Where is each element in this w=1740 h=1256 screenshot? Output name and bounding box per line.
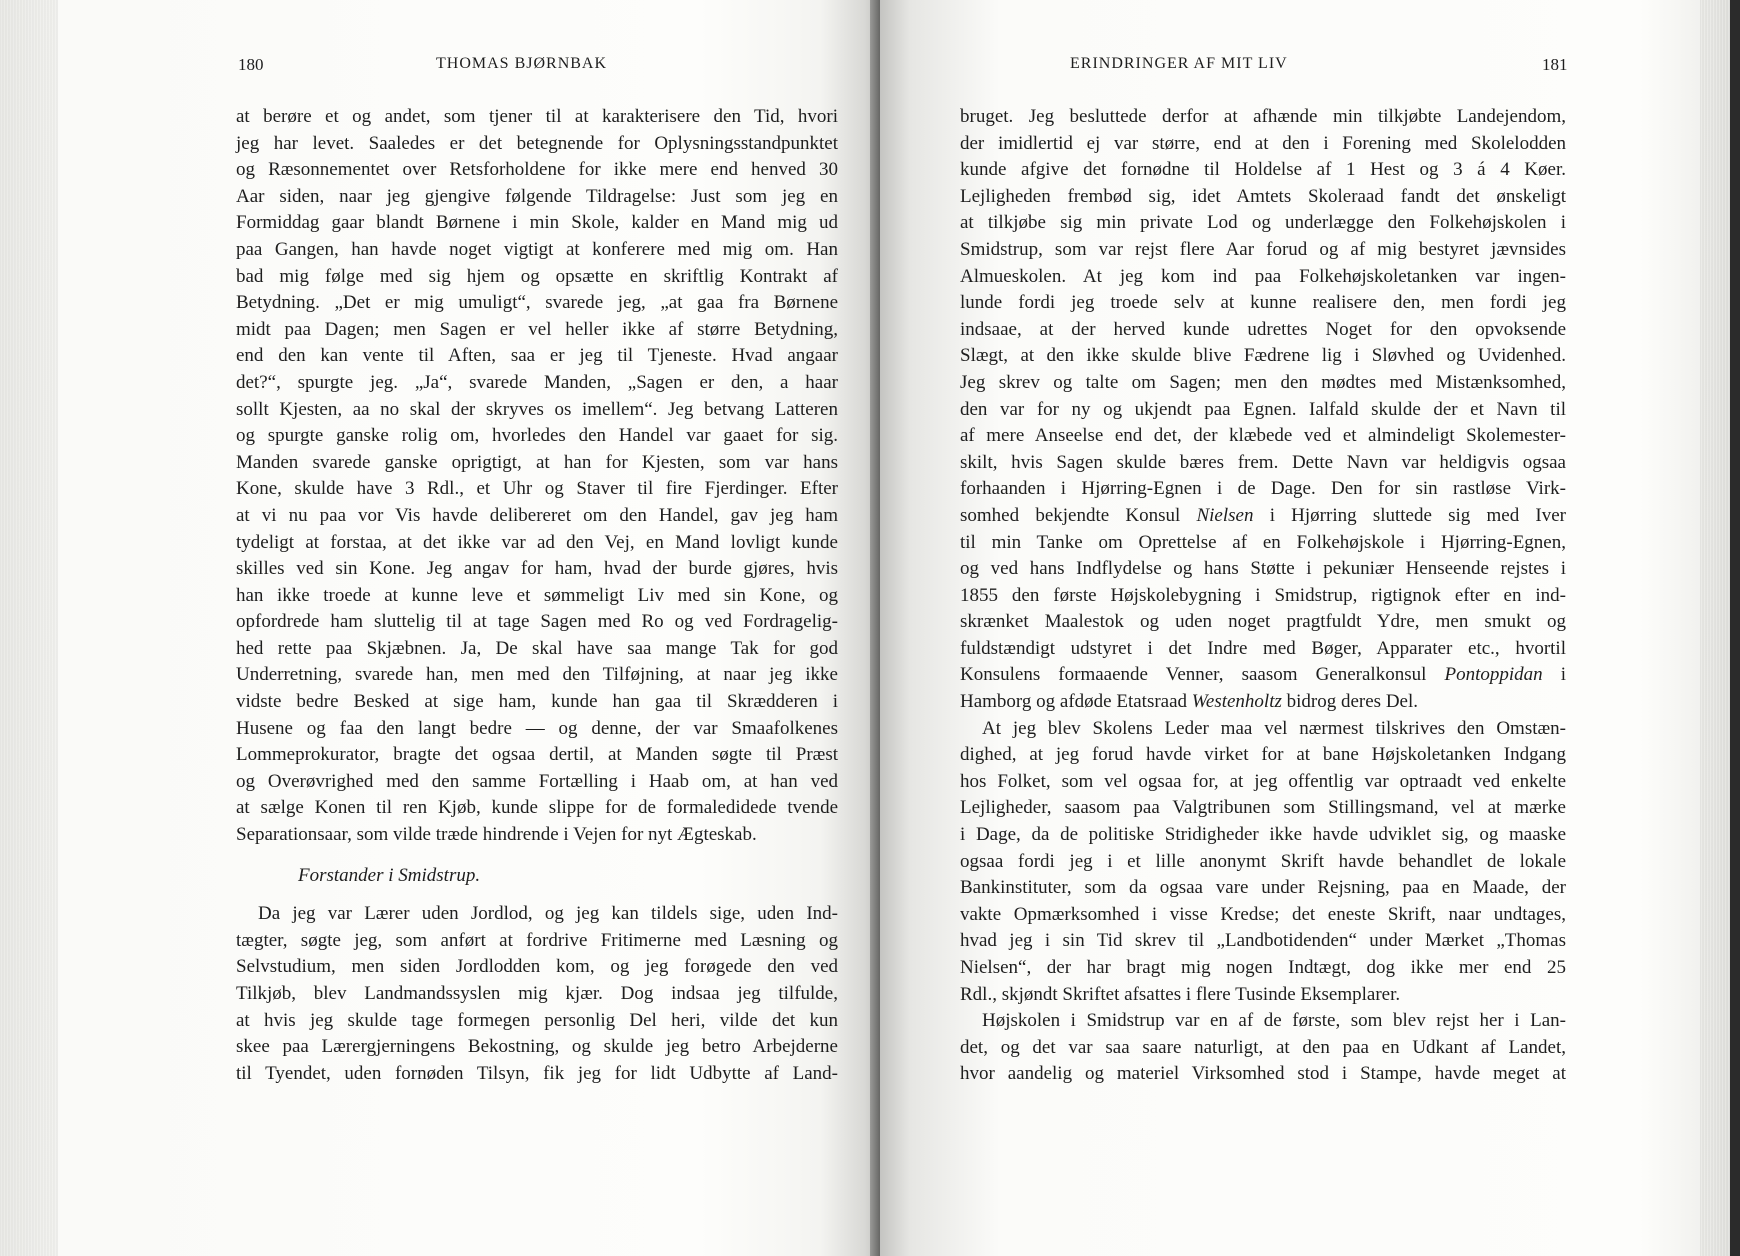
text-line: Aar siden, naar jeg gjengive følgende Tildragelse: Just som jeg en xyxy=(236,185,838,207)
text-line: midt paa Dagen; men Sagen er vel heller ikke af større Betydning, xyxy=(236,318,838,340)
text-line: Bankinstituter, som da ogsaa vare under Rejsning, paa en Maade, der xyxy=(960,877,1566,899)
text-line: tægter, søgte jeg, som anført at fordrive Fritimerne med Læsning og xyxy=(236,929,838,951)
page-number: 180 xyxy=(238,55,264,74)
text-column xyxy=(960,104,1566,1088)
text-line: Smidstrup, som var rejst flere Aar forud og af mig bestyret jævnsides xyxy=(960,238,1566,260)
text-line: og spurgte ganske rolig om, hvorledes den Handel var gaaet for sig. xyxy=(236,425,838,447)
text-line: at vi nu paa vor Vis havde delibereret om den Handel, gav jeg ham xyxy=(236,504,838,526)
page-number: 181 xyxy=(1542,55,1568,74)
text-line: Kone, skulde have 3 Rdl., et Uhr og Staver til fire Fjerdinger. Efter xyxy=(236,478,838,500)
italic-name: Westenholtz xyxy=(1191,691,1282,713)
text-line: Almueskolen. At jeg kom ind paa Folkehøjskoletanken var ingen- xyxy=(960,265,1566,287)
text-line: det, og det var saa saare naturligt, at den paa en Udkant af Landet, xyxy=(960,1036,1566,1058)
text-line: der imidlertid ej var større, end at den i Forening med Skolelodden xyxy=(960,132,1566,154)
text-line: Slægt, at den ikke skulde blive Fædrene lig i Sløvhed og Uvidenhed. xyxy=(960,345,1566,367)
text-line: vidste bedre Besked at sige ham, kunde han gaa til Skrædderen i xyxy=(236,691,838,713)
text-line: At jeg blev Skolens Leder maa vel nærmest tilskrives den Omstæn- xyxy=(982,717,1566,739)
text-line: at sælge Konen til ren Kjøb, kunde slippe for de formaledidede tvende xyxy=(236,797,838,819)
text-line: hvad jeg i sin Tid skrev til „Landbotidenden“ under Mærket „Thomas xyxy=(960,930,1566,952)
page-edges xyxy=(0,0,58,1256)
text-line: skee paa Lærergjerningens Bekostning, og skulde jeg betro Arbejderne xyxy=(236,1036,838,1058)
text-line: 1855 den første Højskolebygning i Smidstrup, rigtignok efter en ind- xyxy=(960,584,1566,606)
section-subheading: Forstander i Smidstrup. xyxy=(298,864,481,886)
paragraph xyxy=(960,1008,1566,1088)
text-line: det?“, spurgte jeg. „Ja“, svarede Manden, „Sagen er den, a haar xyxy=(236,371,838,393)
italic-name: Nielsen xyxy=(1196,504,1254,526)
text-line: Lejligheden frembød sig, idet Amtets Skoleraad fandt det ønskeligt xyxy=(960,185,1566,207)
text-line: indsaae, at der herved kunde udrettes Noget for den opvoksende xyxy=(960,318,1566,340)
text-line: at berøre et og andet, som tjener til at karakterisere den Tid, hvori xyxy=(236,106,838,127)
paragraph xyxy=(960,716,1566,1009)
text-column xyxy=(236,104,838,1087)
paragraph xyxy=(960,104,1566,716)
text-line: vakte Opmærksomhed i visse Kredse; det eneste Skrift, naar undtages, xyxy=(960,903,1566,925)
text-line: af mere Anseelse end det, der klæbede ved et almindeligt Skolemester- xyxy=(960,425,1566,447)
text-line: Nielsen“, der har bragt mig nogen Indtægt, dog ikke mer end 25 xyxy=(960,957,1566,978)
text-line: kunde afgive det fornødne til Holdelse af 1 Hest og 3 á 4 Køer. xyxy=(960,159,1566,181)
running-head: THOMAS BJØRNBAK xyxy=(436,55,608,72)
paragraph xyxy=(236,104,838,849)
italic-name: Pontoppidan xyxy=(1444,664,1543,686)
text-line: forhaanden i Hjørring-Egnen i de Dage. Den for sin rastløse Virk- xyxy=(960,478,1566,500)
text-line: paa Gangen, han havde noget vigtigt at konferere med mig om. Han xyxy=(236,238,838,260)
text-line: skilles ved sin Kone. Jeg angav for ham, hvad der burde gjøres, hvis xyxy=(236,558,838,580)
text-line: til Tyendet, uden fornøden Tilsyn, fik jeg for lidt Udbytte af Land- xyxy=(236,1062,838,1084)
text-line: Formiddag gaar blandt Børnene i min Skole, kalder en Mand mig ud xyxy=(236,212,838,234)
text-line: ogsaa fordi jeg i et lille anonymt Skrift havde behandlet de lokale xyxy=(960,850,1566,872)
text-line: Konsulens formaaende Venner, saasom Generalkonsul Pontoppidan i xyxy=(960,664,1566,686)
book-cover-edge xyxy=(1730,0,1740,1256)
running-head: ERINDRINGER AF MIT LIV xyxy=(1070,55,1288,72)
text-line: Da jeg var Lærer uden Jordlod, og jeg kan tildels sige, uden Ind- xyxy=(258,903,838,925)
text-line: Selvstudium, men siden Jordlodden kom, og jeg forøgede den ved xyxy=(236,956,838,978)
text-line: Højskolen i Smidstrup var en af de første, som blev rejst her i Lan- xyxy=(982,1010,1566,1032)
text-line: Underretning, svarede han, men med den Tilføjning, at naar jeg ikke xyxy=(236,664,838,686)
text-line: Betydning. „Det er mig umuligt“, svarede jeg, „at gaa fra Børnene xyxy=(236,292,838,314)
text-line: i Dage, da de politiske Stridigheder ikke havde udviklet sig, og maaske xyxy=(960,824,1566,846)
text-line: skilt, hvis Sagen skulde bæres frem. Dette Navn var heldigvis ogsaa xyxy=(960,451,1566,473)
text-line: bad mig følge med sig hjem og opsætte en skriftlig Kontrakt af xyxy=(236,265,838,287)
text-line: Rdl., skjøndt Skriftet afsattes i flere Tusinde Eksemplarer. xyxy=(960,983,1401,1005)
text-line: Lommeprokurator, bragte det ogsaa dertil, at Manden søgte til Præst xyxy=(236,744,838,766)
text-line: Jeg skrev og talte om Sagen; men den mødtes med Mistænksomhed, xyxy=(960,371,1566,393)
text-line: og Overøvrighed med den samme Fortælling i Haab om, at han ved xyxy=(236,770,838,792)
text-line: somhed bekjendte Konsul Nielsen i Hjørring sluttede sig med Iver xyxy=(960,504,1567,526)
text-line: Husene og faa den langt bedre — og denne, der var Smaafolkenes xyxy=(236,717,838,739)
text-line: fuldstændigt udstyret i det Indre med Bøger, Apparater etc., hvortil xyxy=(960,637,1566,659)
text-line: hed rette paa Skjæbnen. Ja, De skal have saa mange Tak for god xyxy=(236,637,838,659)
text-line: Tilkjøb, blev Landmandssyslen mig kjær. Dog indsaa jeg tilfulde, xyxy=(236,983,838,1004)
text-line: han ikke troede at kunne leve et sømmeligt Liv med sin Kone, og xyxy=(236,584,838,606)
text-line: jeg har levet. Saaledes er det betegnende for Oplysningsstandpunktet xyxy=(236,132,838,154)
text-line: hos Folket, som vel ogsaa for, at jeg offentlig var optraadt ved enkelte xyxy=(960,770,1566,792)
text-line: at hvis jeg skulde tage formegen personlig Del heri, vilde det kun xyxy=(236,1009,838,1031)
text-line: Manden svarede ganske oprigtigt, at han for Kjesten, som var hans xyxy=(236,451,838,473)
text-line: skrænket Maalestok og uden noget pragtfuldt Ydre, men smukt og xyxy=(960,611,1566,633)
text-line: Separationsaar, som vilde træde hindrende i Vejen for nyt Ægteskab. xyxy=(236,824,757,846)
text-line: Lejligheder, saasom paa Valgtribunen som Stillingsmand, vel at mærke xyxy=(960,797,1566,819)
text-line: hvor aandelig og materiel Virksomhed stod i Stampe, havde meget at xyxy=(960,1063,1566,1085)
text-line: dighed, at jeg forud havde virket for at bane Højskoletanken Indgang xyxy=(960,744,1566,766)
text-line: bruget. Jeg besluttede derfor at afhænde min tilkjøbte Landejendom, xyxy=(960,106,1566,127)
text-line: at tilkjøbe sig min private Lod og underlægge den Folkehøjskolen i xyxy=(960,212,1566,234)
text-line: den var for ny og ukjendt paa Egnen. Ialfald skulde der et Navn til xyxy=(960,398,1566,420)
text-line: opfordrede ham sluttelig til at tage Sagen med Ro og ved Fordragelig- xyxy=(236,611,838,633)
text-line: lunde fordi jeg troede selv at kunne realisere den, men fordi jeg xyxy=(960,292,1566,314)
text-line: til min Tanke om Oprettelse af en Folkehøjskole i Hjørring-Egnen, xyxy=(960,531,1566,553)
text-line: end den kan vente til Aften, saa er jeg til Tjeneste. Hvad angaar xyxy=(236,345,838,367)
paragraph xyxy=(236,901,838,1087)
text-line: sollt Kjesten, aa no skal der skryves os imellem“. Jeg betvang Latteren xyxy=(236,398,838,420)
text-line: Hamborg og afdøde Etatsraad Westenholtz bidrog deres Del. xyxy=(960,691,1419,713)
text-line: og ved hans Indflydelse og hans Støtte i pekuniær Henseende rejstes i xyxy=(960,558,1566,580)
text-line: og Ræsonnementet over Retsforholdene for ikke mere end henved 30 xyxy=(236,159,838,181)
text-line: tydeligt at forstaa, at det ikke var ad den Vej, en Mand lovligt kunde xyxy=(236,531,838,553)
